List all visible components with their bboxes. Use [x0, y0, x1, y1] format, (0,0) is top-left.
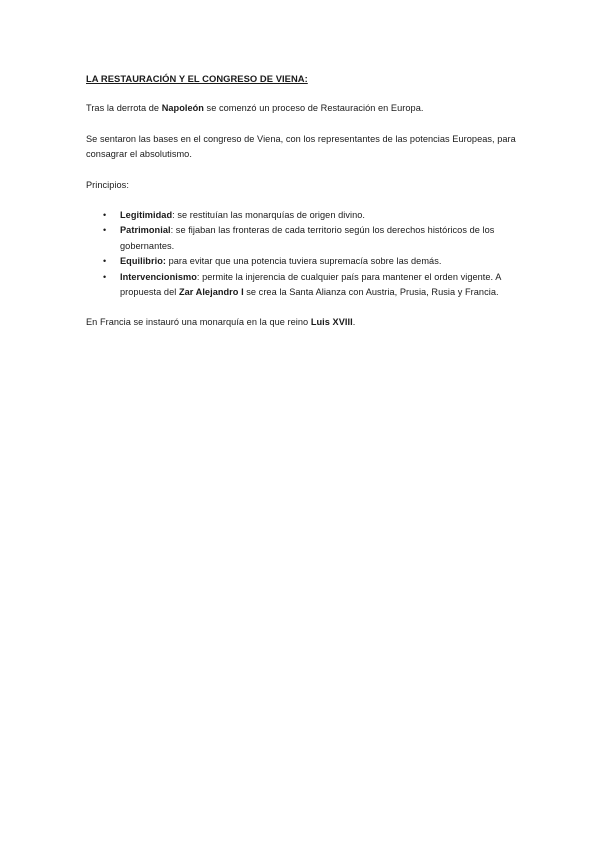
text: para evitar que una potencia tuviera supremacía sobre las demás. — [165, 256, 442, 267]
bold-zar-alejandro: Zar Alejandro I — [178, 287, 244, 298]
list-item-patrimonial — [103, 223, 526, 254]
bullet-icon: • — [103, 210, 107, 221]
list-item-intervencionismo — [103, 270, 526, 301]
text: : permite la injerencia de cualquier país para mantener el orden vigente. A propuesta del — [120, 271, 501, 298]
bullet-icon: • — [103, 225, 107, 236]
document-page — [86, 71, 526, 346]
bold-napoleon: Napoleón — [161, 103, 204, 114]
paragraph-francia — [86, 315, 526, 330]
term-equilibrio: Equilibrio: — [120, 256, 166, 267]
text: . — [352, 317, 356, 328]
list-item-legitimidad — [103, 208, 526, 223]
text: En Francia se instauró una monarquía en la que reino — [86, 317, 311, 328]
paragraph-napoleon — [86, 101, 526, 116]
bold-luis-xviii: Luis XVIII — [310, 317, 353, 328]
term-intervencionismo: Intervencionismo — [120, 271, 197, 282]
document-title: LA RESTAURACIÓN Y EL CONGRESO DE VIENA: — [86, 73, 308, 84]
principles-list — [86, 208, 526, 300]
term-legitimidad: Legitimidad — [120, 210, 173, 221]
text: : se fijaban las fronteras de cada territorio según los derechos históricos de los gobernantes. — [120, 225, 495, 251]
list-item-equilibrio — [103, 254, 526, 269]
text: se crea la Santa Alianza con Austria, Prusia, Rusia y Francia. — [243, 287, 499, 298]
text: Tras la derrota de — [86, 103, 162, 114]
term-patrimonial: Patrimonial — [120, 225, 171, 236]
bullet-icon: • — [103, 256, 107, 267]
text: se comenzó un proceso de Restauración en Europa. — [203, 103, 424, 114]
text: : se restituían las monarquías de origen divino. — [172, 210, 366, 221]
paragraph-congreso-viena: Se sentaron las bases en el congreso de Viena, con los representantes de las potencias Europeas, para consagrar el absolutismo. — [86, 133, 516, 160]
bullet-icon: • — [103, 271, 107, 282]
principles-label: Principios: — [86, 179, 129, 190]
